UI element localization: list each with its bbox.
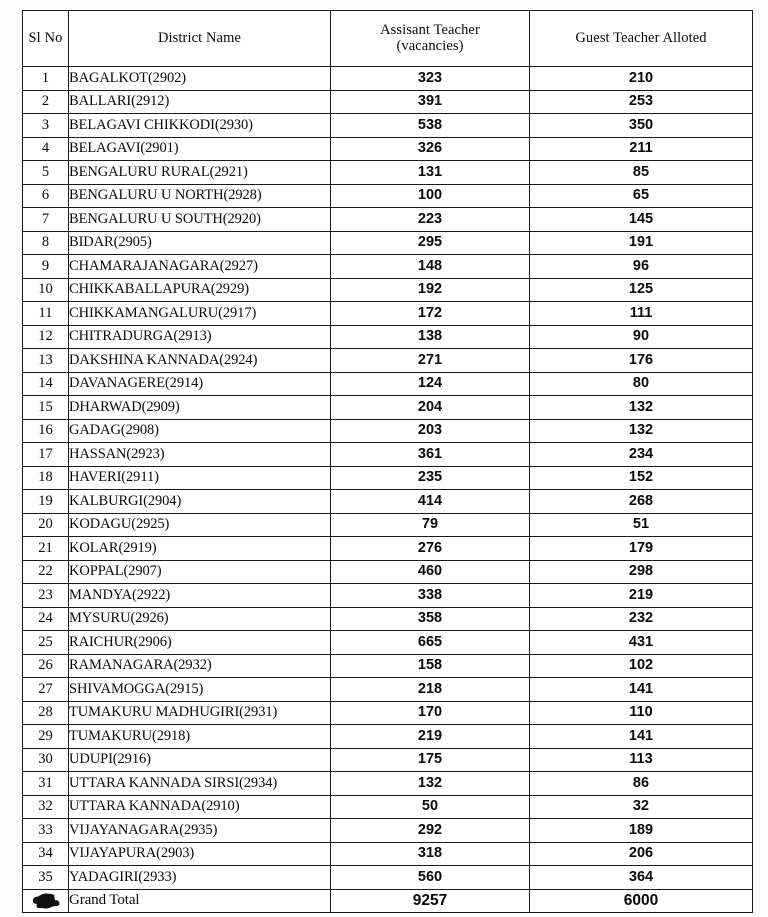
cell-assistant-teacher-vacancies: 100	[331, 184, 530, 208]
cell-assistant-teacher-vacancies: 124	[331, 372, 530, 396]
cell-sl-no: 18	[23, 466, 69, 490]
table-row	[23, 513, 753, 537]
table-row	[23, 490, 753, 514]
table-row	[23, 795, 753, 819]
table-row	[23, 161, 753, 185]
cell-assistant-teacher-vacancies: 665	[331, 631, 530, 655]
cell-assistant-teacher-vacancies: 326	[331, 137, 530, 161]
cell-guest-teacher-alloted: 125	[530, 278, 753, 302]
table-row	[23, 419, 753, 443]
cell-sl-no: 14	[23, 372, 69, 396]
cell-district-name: MANDYA(2922)	[69, 584, 331, 608]
cell-district-name: GADAG(2908)	[69, 419, 331, 443]
cell-guest-teacher-alloted: 145	[530, 208, 753, 232]
cell-assistant-teacher-vacancies: 132	[331, 772, 530, 796]
cell-grand-total-assistant: 9257	[331, 889, 530, 913]
table-row	[23, 372, 753, 396]
cell-district-name: BENGALURU U NORTH(2928)	[69, 184, 331, 208]
cell-sl-no: 21	[23, 537, 69, 561]
column-header-district-name: District Name	[69, 11, 331, 67]
cell-sl-no: 29	[23, 725, 69, 749]
cell-district-name: BIDAR(2905)	[69, 231, 331, 255]
table-row	[23, 302, 753, 326]
cell-district-name: CHIKKAMANGALURU(2917)	[69, 302, 331, 326]
cell-district-name: KALBURGI(2904)	[69, 490, 331, 514]
cell-district-name: BELAGAVI(2901)	[69, 137, 331, 161]
cell-assistant-teacher-vacancies: 323	[331, 67, 530, 91]
cell-grand-total-label: Grand Total	[69, 889, 331, 913]
table-row	[23, 866, 753, 890]
cell-guest-teacher-alloted: 364	[530, 866, 753, 890]
cell-district-name: DAKSHINA KANNADA(2924)	[69, 349, 331, 373]
cell-sl-no: 11	[23, 302, 69, 326]
cell-sl-no: 17	[23, 443, 69, 467]
cell-district-name: UDUPI(2916)	[69, 748, 331, 772]
table-row	[23, 819, 753, 843]
table-row	[23, 255, 753, 279]
cell-guest-teacher-alloted: 152	[530, 466, 753, 490]
cell-sl-no: 6	[23, 184, 69, 208]
cell-guest-teacher-alloted: 86	[530, 772, 753, 796]
cell-assistant-teacher-vacancies: 338	[331, 584, 530, 608]
cell-district-name: TUMAKURU(2918)	[69, 725, 331, 749]
cell-sl-no: 19	[23, 490, 69, 514]
cell-sl-no: 32	[23, 795, 69, 819]
table-row	[23, 654, 753, 678]
cell-guest-teacher-alloted: 32	[530, 795, 753, 819]
cell-district-name: SHIVAMOGGA(2915)	[69, 678, 331, 702]
cell-assistant-teacher-vacancies: 148	[331, 255, 530, 279]
cell-guest-teacher-alloted: 431	[530, 631, 753, 655]
cell-guest-teacher-alloted: 65	[530, 184, 753, 208]
table-row	[23, 137, 753, 161]
table-row	[23, 184, 753, 208]
cell-guest-teacher-alloted: 350	[530, 114, 753, 138]
ink-blot-smudge-mark	[36, 892, 56, 909]
cell-assistant-teacher-vacancies: 358	[331, 607, 530, 631]
cell-district-name: HASSAN(2923)	[69, 443, 331, 467]
table-row	[23, 701, 753, 725]
table-row	[23, 772, 753, 796]
cell-sl-no: 12	[23, 325, 69, 349]
table-row	[23, 231, 753, 255]
cell-guest-teacher-alloted: 85	[530, 161, 753, 185]
cell-guest-teacher-alloted: 298	[530, 560, 753, 584]
cell-district-name: BENGALURU RURAL(2921)	[69, 161, 331, 185]
table-row	[23, 842, 753, 866]
cell-sl-no: 35	[23, 866, 69, 890]
cell-district-name: DHARWAD(2909)	[69, 396, 331, 420]
cell-guest-teacher-alloted: 96	[530, 255, 753, 279]
cell-sl-no: 33	[23, 819, 69, 843]
header-row	[23, 11, 753, 67]
cell-sl-no: 10	[23, 278, 69, 302]
table-row	[23, 631, 753, 655]
cell-sl-no: 16	[23, 419, 69, 443]
cell-sl-no: 7	[23, 208, 69, 232]
table-row	[23, 607, 753, 631]
cell-district-name: RAICHUR(2906)	[69, 631, 331, 655]
cell-guest-teacher-alloted: 232	[530, 607, 753, 631]
cell-assistant-teacher-vacancies: 295	[331, 231, 530, 255]
cell-assistant-teacher-vacancies: 172	[331, 302, 530, 326]
cell-guest-teacher-alloted: 219	[530, 584, 753, 608]
cell-assistant-teacher-vacancies: 276	[331, 537, 530, 561]
cell-sl-no: 30	[23, 748, 69, 772]
cell-assistant-teacher-vacancies: 235	[331, 466, 530, 490]
cell-guest-teacher-alloted: 51	[530, 513, 753, 537]
cell-assistant-teacher-vacancies: 560	[331, 866, 530, 890]
table-row	[23, 396, 753, 420]
cell-assistant-teacher-vacancies: 292	[331, 819, 530, 843]
cell-assistant-teacher-vacancies: 460	[331, 560, 530, 584]
cell-sl-no: 34	[23, 842, 69, 866]
cell-assistant-teacher-vacancies: 218	[331, 678, 530, 702]
cell-guest-teacher-alloted: 189	[530, 819, 753, 843]
table-row	[23, 560, 753, 584]
grand-total-row	[23, 889, 753, 913]
cell-guest-teacher-alloted: 234	[530, 443, 753, 467]
cell-guest-teacher-alloted: 253	[530, 90, 753, 114]
table-row	[23, 278, 753, 302]
cell-district-name: RAMANAGARA(2932)	[69, 654, 331, 678]
cell-district-name: YADAGIRI(2933)	[69, 866, 331, 890]
ink-blot-icon	[23, 889, 69, 913]
table-row	[23, 67, 753, 91]
cell-guest-teacher-alloted: 210	[530, 67, 753, 91]
cell-guest-teacher-alloted: 80	[530, 372, 753, 396]
cell-district-name: VIJAYAPURA(2903)	[69, 842, 331, 866]
cell-sl-no: 1	[23, 67, 69, 91]
cell-guest-teacher-alloted: 110	[530, 701, 753, 725]
cell-district-name: TUMAKURU MADHUGIRI(2931)	[69, 701, 331, 725]
cell-sl-no: 25	[23, 631, 69, 655]
cell-guest-teacher-alloted: 191	[530, 231, 753, 255]
table-container	[22, 10, 752, 910]
cell-guest-teacher-alloted: 211	[530, 137, 753, 161]
cell-assistant-teacher-vacancies: 138	[331, 325, 530, 349]
table-row	[23, 748, 753, 772]
cell-assistant-teacher-vacancies: 50	[331, 795, 530, 819]
cell-guest-teacher-alloted: 132	[530, 419, 753, 443]
table-row	[23, 466, 753, 490]
cell-guest-teacher-alloted: 141	[530, 725, 753, 749]
cell-district-name: KOLAR(2919)	[69, 537, 331, 561]
cell-sl-no: 20	[23, 513, 69, 537]
cell-sl-no: 28	[23, 701, 69, 725]
cell-sl-no: 9	[23, 255, 69, 279]
cell-guest-teacher-alloted: 132	[530, 396, 753, 420]
cell-sl-no: 15	[23, 396, 69, 420]
cell-district-name: VIJAYANAGARA(2935)	[69, 819, 331, 843]
cell-assistant-teacher-vacancies: 219	[331, 725, 530, 749]
cell-sl-no: 24	[23, 607, 69, 631]
table-row	[23, 443, 753, 467]
cell-assistant-teacher-vacancies: 361	[331, 443, 530, 467]
cell-assistant-teacher-vacancies: 271	[331, 349, 530, 373]
column-header-sl-no: Sl No	[23, 11, 69, 67]
cell-district-name: BALLARI(2912)	[69, 90, 331, 114]
cell-sl-no: 5	[23, 161, 69, 185]
cell-guest-teacher-alloted: 268	[530, 490, 753, 514]
table-header	[23, 11, 753, 67]
cell-assistant-teacher-vacancies: 192	[331, 278, 530, 302]
cell-grand-total-guest: 6000	[530, 889, 753, 913]
district-vacancy-table	[22, 10, 753, 913]
cell-guest-teacher-alloted: 179	[530, 537, 753, 561]
cell-guest-teacher-alloted: 176	[530, 349, 753, 373]
cell-guest-teacher-alloted: 141	[530, 678, 753, 702]
cell-district-name: KOPPAL(2907)	[69, 560, 331, 584]
cell-district-name: MYSURU(2926)	[69, 607, 331, 631]
table-row	[23, 725, 753, 749]
cell-district-name: BELAGAVI CHIKKODI(2930)	[69, 114, 331, 138]
table-row	[23, 678, 753, 702]
cell-sl-no: 4	[23, 137, 69, 161]
cell-assistant-teacher-vacancies: 204	[331, 396, 530, 420]
cell-district-name: CHIKKABALLAPURA(2929)	[69, 278, 331, 302]
column-header-assistant-teacher-sublabel: (vacancies)	[396, 37, 464, 54]
table-row	[23, 325, 753, 349]
cell-district-name: CHITRADURGA(2913)	[69, 325, 331, 349]
table-row	[23, 208, 753, 232]
cell-assistant-teacher-vacancies: 170	[331, 701, 530, 725]
cell-district-name: BAGALKOT(2902)	[69, 67, 331, 91]
cell-sl-no: 23	[23, 584, 69, 608]
table-row	[23, 537, 753, 561]
cell-district-name: KODAGU(2925)	[69, 513, 331, 537]
cell-sl-no: 8	[23, 231, 69, 255]
cell-district-name: BENGALURU U SOUTH(2920)	[69, 208, 331, 232]
cell-district-name: UTTARA KANNADA SIRSI(2934)	[69, 772, 331, 796]
cell-guest-teacher-alloted: 111	[530, 302, 753, 326]
cell-assistant-teacher-vacancies: 318	[331, 842, 530, 866]
cell-assistant-teacher-vacancies: 79	[331, 513, 530, 537]
cell-guest-teacher-alloted: 90	[530, 325, 753, 349]
cell-assistant-teacher-vacancies: 538	[331, 114, 530, 138]
column-header-assistant-teacher	[331, 11, 530, 67]
table-row	[23, 114, 753, 138]
cell-sl-no: 2	[23, 90, 69, 114]
cell-assistant-teacher-vacancies: 158	[331, 654, 530, 678]
table-row	[23, 584, 753, 608]
cell-sl-no: 22	[23, 560, 69, 584]
column-header-guest-teacher-alloted: Guest Teacher Alloted	[530, 11, 753, 67]
column-header-assistant-teacher-label: Assisant Teacher	[380, 22, 480, 39]
cell-district-name: UTTARA KANNADA(2910)	[69, 795, 331, 819]
table-body	[23, 67, 753, 913]
cell-assistant-teacher-vacancies: 414	[331, 490, 530, 514]
cell-district-name: HAVERI(2911)	[69, 466, 331, 490]
cell-sl-no: 31	[23, 772, 69, 796]
cell-guest-teacher-alloted: 102	[530, 654, 753, 678]
cell-sl-no: 26	[23, 654, 69, 678]
cell-assistant-teacher-vacancies: 223	[331, 208, 530, 232]
cell-district-name: DAVANAGERE(2914)	[69, 372, 331, 396]
table-row	[23, 90, 753, 114]
cell-assistant-teacher-vacancies: 391	[331, 90, 530, 114]
cell-guest-teacher-alloted: 206	[530, 842, 753, 866]
table-row	[23, 349, 753, 373]
cell-guest-teacher-alloted: 113	[530, 748, 753, 772]
cell-sl-no: 3	[23, 114, 69, 138]
cell-district-name: CHAMARAJANAGARA(2927)	[69, 255, 331, 279]
cell-sl-no: 13	[23, 349, 69, 373]
cell-assistant-teacher-vacancies: 131	[331, 161, 530, 185]
cell-assistant-teacher-vacancies: 203	[331, 419, 530, 443]
cell-sl-no: 27	[23, 678, 69, 702]
cell-assistant-teacher-vacancies: 175	[331, 748, 530, 772]
